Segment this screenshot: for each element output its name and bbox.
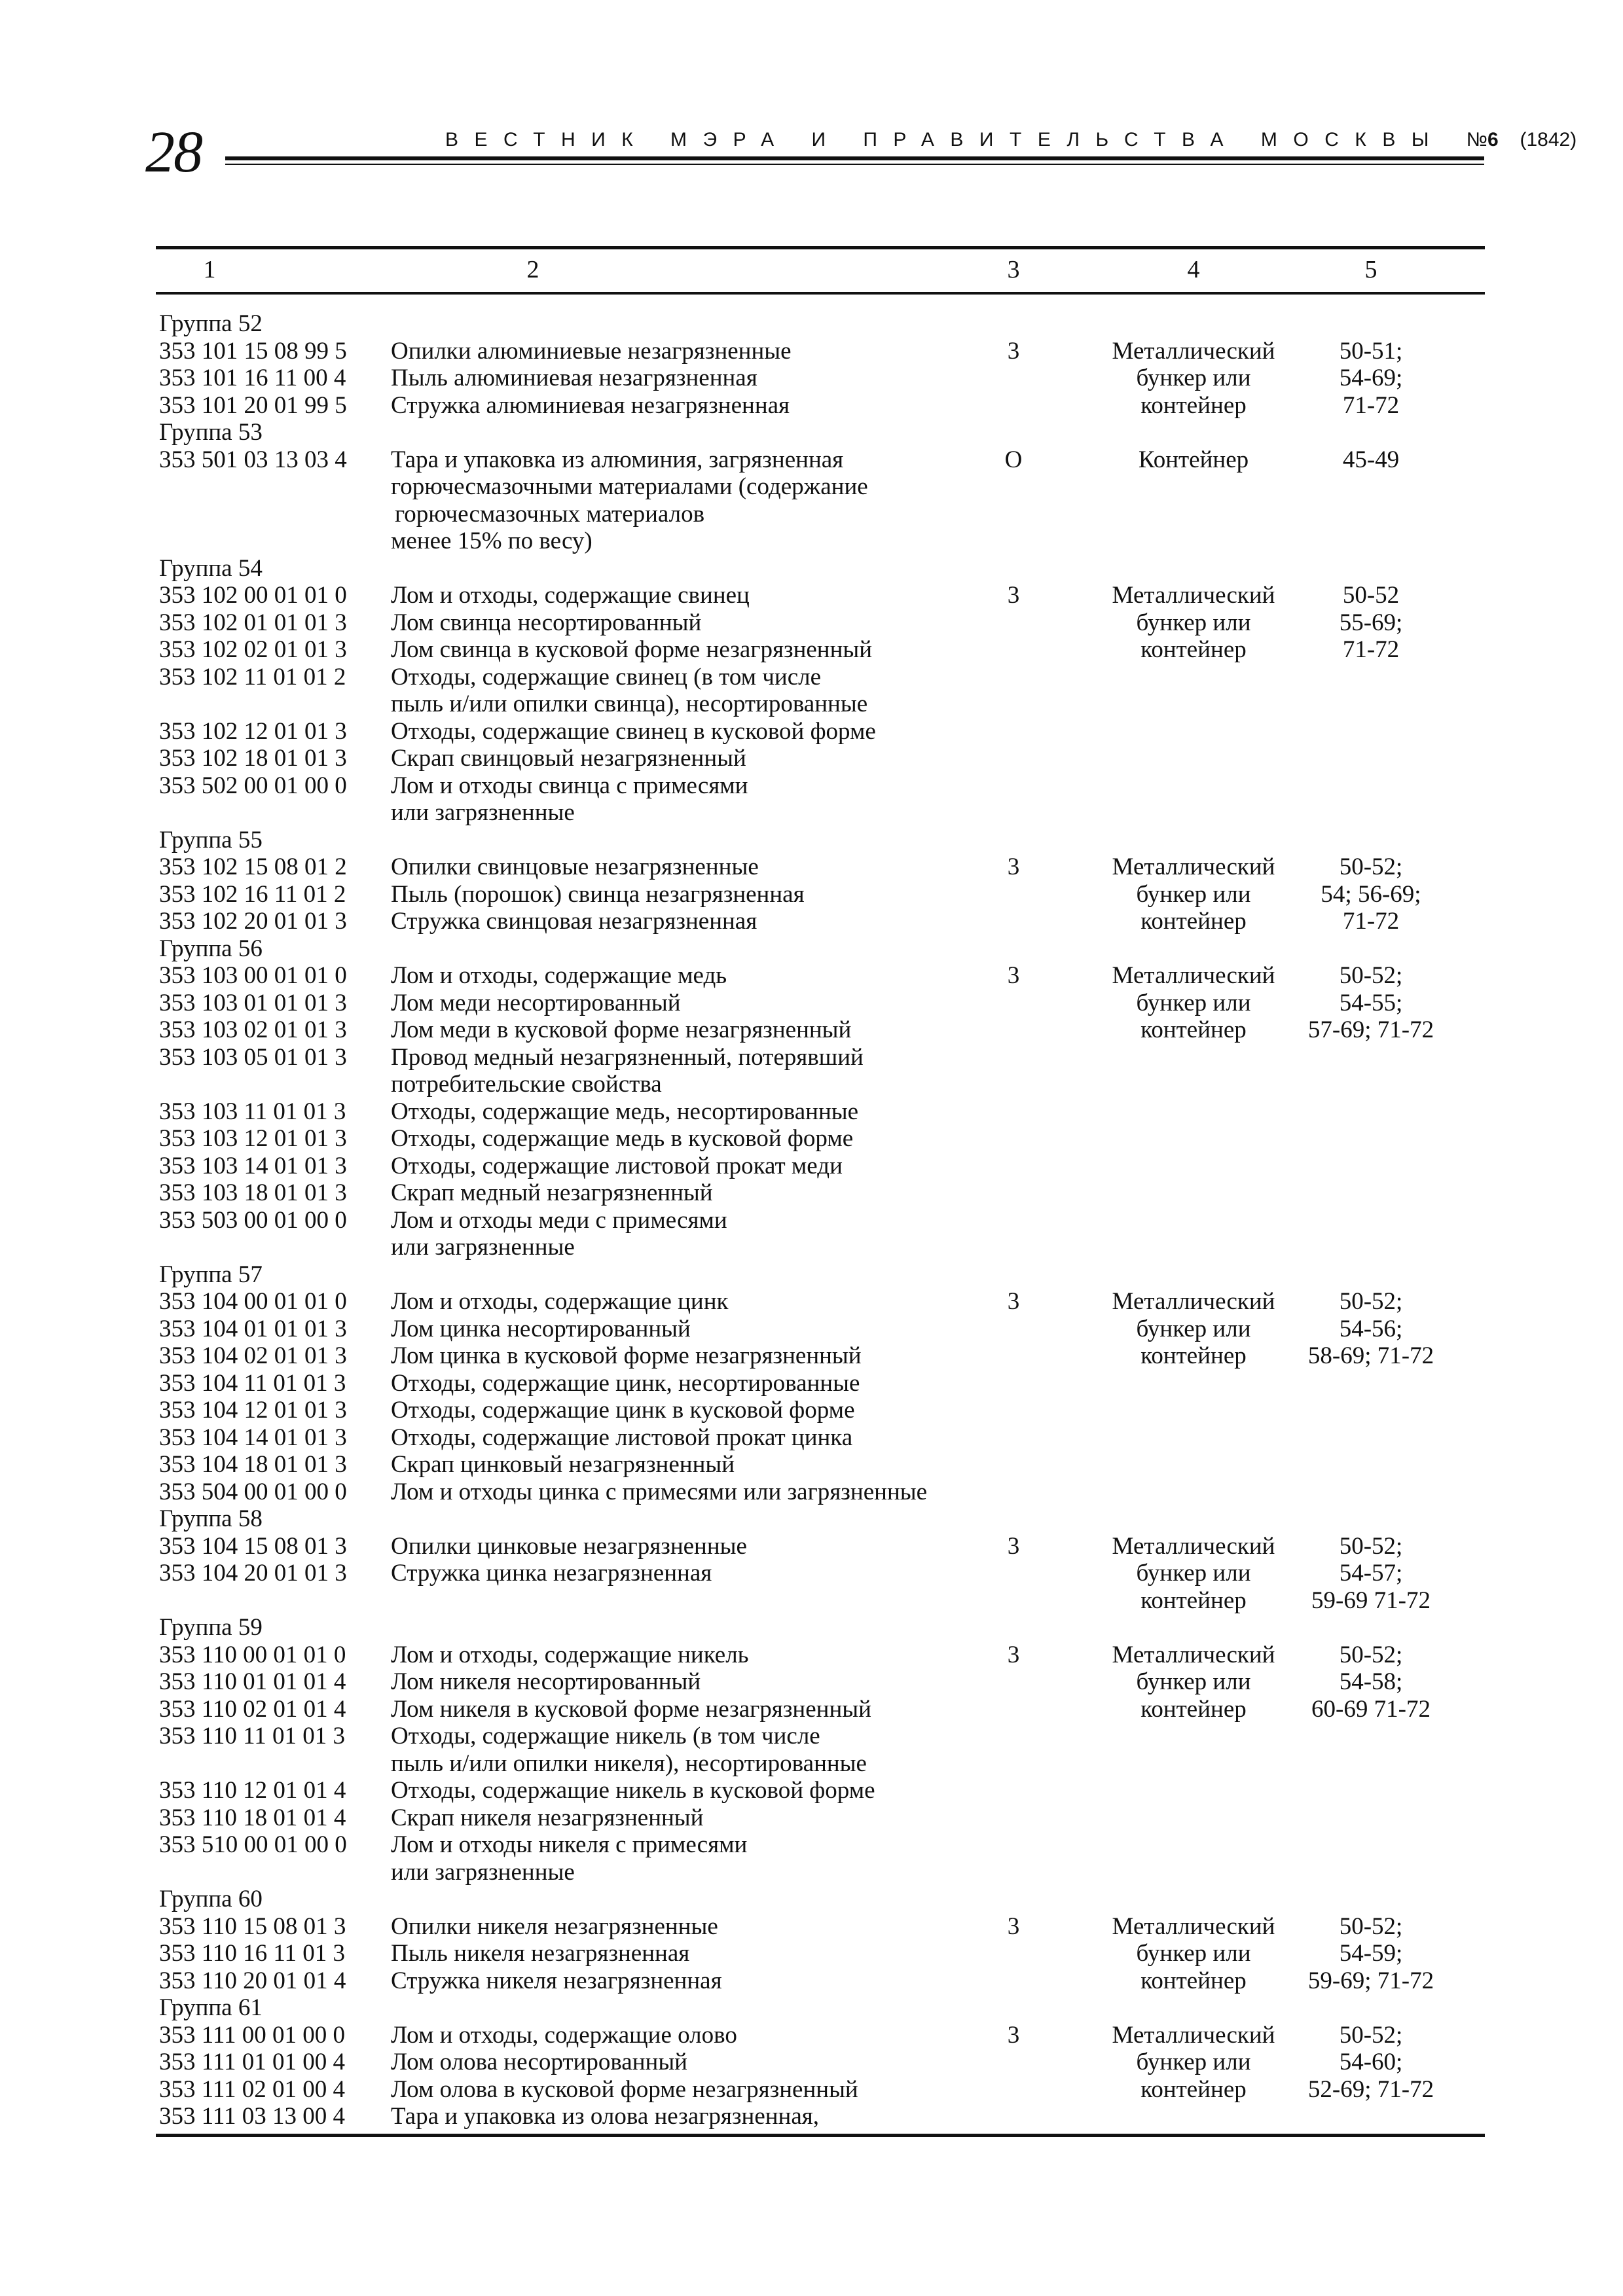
table-row <box>0 1125 1623 1153</box>
table-row <box>0 2022 1623 2049</box>
reference-cell: 57-69; 71-72 <box>1307 1016 1434 1043</box>
table-row <box>0 310 1623 338</box>
table-row <box>0 1424 1623 1452</box>
reference-cell: 59-69 71-72 <box>1311 1587 1431 1614</box>
description-cell: Опилки алюминиевые незагрязненные <box>391 337 792 365</box>
table-row <box>0 1831 1623 1859</box>
reference-cell: 71-72 <box>1342 391 1400 419</box>
table-row <box>0 2103 1623 2130</box>
code-cell: Группа 57 <box>159 1261 263 1288</box>
description-cell: Лом и отходы меди с примесями <box>391 1206 727 1234</box>
table-row <box>0 1479 1623 1506</box>
storage-cell: бункер или <box>1136 1315 1251 1342</box>
description-cell: Стружка свинцовая незагрязненная <box>391 908 757 935</box>
storage-cell: Металлический <box>1112 1288 1275 1315</box>
table-row <box>0 1451 1623 1479</box>
reference-cell: 50-51; <box>1339 337 1403 365</box>
table-row <box>0 1804 1623 1832</box>
table-row <box>0 1098 1623 1126</box>
storage-cell: Контейнер <box>1138 446 1249 473</box>
code-cell: 353 101 16 11 00 4 <box>159 365 346 391</box>
table-row <box>0 827 1623 854</box>
storage-cell: бункер или <box>1136 1668 1251 1695</box>
description-cell: Лом олова несортированный <box>391 2049 687 2075</box>
page-number: 28 <box>145 120 202 185</box>
code-cell: 353 104 14 01 01 3 <box>159 1424 347 1451</box>
table-row <box>0 1668 1623 1696</box>
storage-cell: контейнер <box>1140 1967 1247 1994</box>
table-row <box>0 1777 1623 1804</box>
description-cell: или загрязненные <box>391 1234 575 1261</box>
code-cell: Группа 54 <box>159 554 263 582</box>
code-cell: 353 102 00 01 01 0 <box>159 582 347 609</box>
reference-cell: 50-52; <box>1339 1532 1403 1560</box>
storage-cell: Металлический <box>1112 962 1275 989</box>
description-cell: Лом цинка несортированный <box>391 1315 691 1342</box>
storage-cell: контейнер <box>1140 1016 1247 1043</box>
description-cell: Лом олова в кусковой форме незагрязненный <box>391 2075 858 2103</box>
table-row <box>0 1859 1623 1886</box>
code-cell: 353 102 01 01 01 3 <box>159 609 347 636</box>
reference-cell: 50-52; <box>1339 1288 1403 1315</box>
table-row <box>0 392 1623 420</box>
table-row <box>0 1886 1623 1913</box>
code-cell: Группа 59 <box>159 1614 263 1641</box>
code-cell: 353 110 00 01 01 0 <box>159 1641 346 1668</box>
hazard-class-cell: 3 <box>1007 2021 1020 2049</box>
table-row <box>0 1261 1623 1289</box>
hazard-class-cell: 3 <box>1007 1912 1020 1940</box>
table-row <box>0 528 1623 555</box>
table-row <box>0 1234 1623 1261</box>
storage-cell: Металлический <box>1112 1532 1275 1560</box>
code-cell: Группа 61 <box>159 1994 263 2021</box>
description-cell: Лом цинка в кусковой форме незагрязненный <box>391 1342 862 1369</box>
description-cell: Отходы, содержащие никель в кусковой форме <box>391 1777 875 1804</box>
description-cell: Отходы, содержащие медь в кусковой форме <box>391 1125 854 1152</box>
code-cell: 353 103 12 01 01 3 <box>159 1125 347 1152</box>
code-cell: 353 503 00 01 00 0 <box>159 1206 347 1234</box>
storage-cell: контейнер <box>1140 1342 1247 1369</box>
code-cell: 353 111 03 13 00 4 <box>159 2103 346 2130</box>
description-cell: потребительские свойства <box>391 1071 662 1098</box>
issue-year: (1842) <box>1520 129 1577 151</box>
description-cell: Лом и отходы цинка с примесями или загрязненные <box>391 1478 928 1505</box>
description-cell: Лом свинца в кусковой форме незагрязненный <box>391 636 873 663</box>
reference-cell: 54-55; <box>1339 989 1403 1016</box>
storage-cell: контейнер <box>1140 636 1247 663</box>
hazard-class-cell: 3 <box>1007 1532 1020 1560</box>
hazard-class-cell: О <box>1004 446 1023 473</box>
storage-cell: контейнер <box>1140 2075 1247 2103</box>
table-row <box>0 1967 1623 1995</box>
code-cell: 353 102 02 01 01 3 <box>159 636 347 663</box>
description-cell: Скрап медный незагрязненный <box>391 1179 713 1206</box>
code-cell: Группа 52 <box>159 310 263 337</box>
reference-cell: 60-69 71-72 <box>1311 1695 1431 1723</box>
table-row <box>0 1397 1623 1424</box>
code-cell: 353 102 18 01 01 3 <box>159 745 347 772</box>
description-cell: Отходы, содержащие листовой прокат цинка <box>391 1424 853 1451</box>
description-cell: Пыль алюминиевая незагрязненная <box>391 365 757 391</box>
reference-cell: 50-52; <box>1339 1641 1403 1668</box>
description-cell: пыль и/или опилки свинца), несортированные <box>391 691 868 717</box>
table-row <box>0 609 1623 637</box>
description-cell: Лом и отходы свинца с примесями <box>391 772 748 799</box>
table-row <box>0 636 1623 664</box>
code-cell: 353 102 11 01 01 2 <box>159 663 346 691</box>
code-cell: Группа 55 <box>159 826 263 853</box>
storage-cell: бункер или <box>1136 989 1251 1016</box>
storage-cell: контейнер <box>1140 391 1247 419</box>
storage-cell: Металлический <box>1112 1641 1275 1668</box>
description-cell: Опилки никеля незагрязненные <box>391 1912 718 1940</box>
running-head <box>445 129 1577 151</box>
column-number-4: 4 <box>1187 256 1200 283</box>
description-cell: Лом и отходы, содержащие цинк <box>391 1288 729 1315</box>
code-cell: 353 104 01 01 01 3 <box>159 1315 347 1342</box>
table-row <box>0 935 1623 963</box>
table-row <box>0 338 1623 365</box>
hazard-class-cell: 3 <box>1007 853 1020 880</box>
table-row <box>0 446 1623 474</box>
table-row <box>0 1940 1623 1967</box>
table-row <box>0 582 1623 609</box>
description-cell: Лом меди несортированный <box>391 989 681 1016</box>
table-row <box>0 1207 1623 1234</box>
description-cell: или загрязненные <box>391 799 575 826</box>
code-cell: Группа 60 <box>159 1886 263 1912</box>
reference-cell: 50-52; <box>1339 962 1403 989</box>
code-cell: 353 101 15 08 99 5 <box>159 337 347 365</box>
description-cell: Отходы, содержащие свинец (в том числе <box>391 663 822 691</box>
description-cell: Опилки свинцовые незагрязненные <box>391 853 759 880</box>
hazard-class-cell: 3 <box>1007 1288 1020 1315</box>
table-row <box>0 501 1623 528</box>
description-cell: Лом никеля несортированный <box>391 1668 701 1695</box>
reference-cell: 45-49 <box>1342 446 1400 473</box>
description-cell: Стружка цинка незагрязненная <box>391 1560 712 1587</box>
table-row <box>0 1614 1623 1641</box>
storage-cell: контейнер <box>1140 1695 1247 1723</box>
header-rule-thin <box>225 164 1484 165</box>
code-cell: Группа 56 <box>159 935 263 962</box>
hazard-class-cell: 3 <box>1007 582 1020 609</box>
table-row <box>0 1750 1623 1778</box>
code-cell: 353 111 02 01 00 4 <box>159 2075 346 2103</box>
table-body <box>0 310 1623 2130</box>
description-cell: горючесмазочными материалами (содержание <box>391 473 868 500</box>
table-row <box>0 1288 1623 1316</box>
code-cell: 353 110 02 01 01 4 <box>159 1695 346 1723</box>
table-row <box>0 1342 1623 1370</box>
storage-cell: бункер или <box>1136 1560 1251 1587</box>
reference-cell: 54-58; <box>1339 1668 1403 1695</box>
code-cell: 353 103 11 01 01 3 <box>159 1098 346 1125</box>
column-number-5: 5 <box>1364 256 1377 283</box>
running-title: ВЕСТНИК МЭРА И ПРАВИТЕЛЬСТВА МОСКВЫ <box>445 129 1445 151</box>
code-cell: 353 104 20 01 01 3 <box>159 1560 347 1587</box>
description-cell: Лом и отходы, содержащие никель <box>391 1641 749 1668</box>
column-number-3: 3 <box>1007 256 1020 283</box>
storage-cell: бункер или <box>1136 365 1251 391</box>
code-cell: 353 102 20 01 01 3 <box>159 908 347 935</box>
code-cell: 353 501 03 13 03 4 <box>159 446 347 473</box>
code-cell: 353 103 18 01 01 3 <box>159 1179 347 1206</box>
hazard-class-cell: 3 <box>1007 962 1020 989</box>
table-row <box>0 1560 1623 1587</box>
table-row <box>0 2049 1623 2076</box>
table-row <box>0 1994 1623 2022</box>
reference-cell: 54-59; <box>1339 1940 1403 1967</box>
code-cell: 353 111 01 01 00 4 <box>159 2049 346 2075</box>
code-cell: 353 110 01 01 01 4 <box>159 1668 346 1695</box>
table-row <box>0 419 1623 446</box>
code-cell: 353 103 14 01 01 3 <box>159 1152 347 1179</box>
table-row <box>0 664 1623 691</box>
reference-cell: 58-69; 71-72 <box>1307 1342 1434 1369</box>
code-cell: 353 103 05 01 01 3 <box>159 1043 347 1071</box>
code-cell: 353 104 18 01 01 3 <box>159 1451 347 1478</box>
description-cell: Лом меди в кусковой форме незагрязненный <box>391 1016 852 1043</box>
description-cell: Тара и упаковка из олова незагрязненная, <box>391 2103 820 2130</box>
code-cell: 353 111 00 01 00 0 <box>159 2021 346 2049</box>
description-cell: Скрап свинцовый незагрязненный <box>391 745 746 772</box>
code-cell: 353 102 12 01 01 3 <box>159 717 347 745</box>
column-number-2: 2 <box>526 256 539 283</box>
storage-cell: Металлический <box>1112 2021 1275 2049</box>
storage-cell: бункер или <box>1136 2049 1251 2075</box>
table-row <box>0 745 1623 772</box>
reference-cell: 54-69; <box>1339 365 1403 391</box>
description-cell: пыль и/или опилки никеля), несортированные <box>391 1749 867 1777</box>
table-row <box>0 365 1623 392</box>
table-row <box>0 2076 1623 2104</box>
description-cell: Отходы, содержащие листовой прокат меди <box>391 1152 843 1179</box>
reference-cell: 54-60; <box>1339 2049 1403 2075</box>
description-cell: Отходы, содержащие цинк в кусковой форме <box>391 1397 855 1424</box>
code-cell: Группа 53 <box>159 419 263 446</box>
table-row <box>0 962 1623 990</box>
table-row <box>0 908 1623 935</box>
storage-cell: контейнер <box>1140 1587 1247 1614</box>
description-cell: Опилки цинковые незагрязненные <box>391 1532 747 1560</box>
table-row <box>0 1641 1623 1669</box>
storage-cell: Металлический <box>1112 853 1275 880</box>
reference-cell: 59-69; 71-72 <box>1307 1967 1434 1994</box>
reference-cell: 52-69; 71-72 <box>1307 2075 1434 2103</box>
table-top-rule <box>156 246 1485 249</box>
table-row <box>0 772 1623 800</box>
description-cell: Стружка алюминиевая незагрязненная <box>391 391 790 419</box>
reference-cell: 54; 56-69; <box>1321 880 1421 908</box>
table-row <box>0 853 1623 881</box>
issue-number: 6 <box>1487 129 1499 151</box>
table-row <box>0 1071 1623 1098</box>
description-cell: Стружка никеля незагрязненная <box>391 1967 722 1994</box>
description-cell: Пыль (порошок) свинца незагрязненная <box>391 880 805 908</box>
table-row <box>0 1505 1623 1533</box>
table-row <box>0 1533 1623 1560</box>
code-cell: 353 110 20 01 01 4 <box>159 1967 346 1994</box>
code-cell: 353 103 01 01 01 3 <box>159 989 347 1016</box>
table-header-rule <box>156 292 1485 295</box>
description-cell: Провод медный незагрязненный, потерявший <box>391 1043 864 1071</box>
description-cell: Лом свинца несортированный <box>391 609 702 636</box>
table-row <box>0 1044 1623 1071</box>
description-cell: Скрап никеля незагрязненный <box>391 1804 704 1831</box>
storage-cell: бункер или <box>1136 1940 1251 1967</box>
reference-cell: 50-52; <box>1339 2021 1403 2049</box>
code-cell: 353 104 00 01 01 0 <box>159 1288 347 1315</box>
storage-cell: Металлический <box>1112 337 1275 365</box>
table-row <box>0 1316 1623 1343</box>
reference-cell: 54-57; <box>1339 1560 1403 1587</box>
table-row <box>0 1179 1623 1207</box>
code-cell: 353 104 11 01 01 3 <box>159 1369 346 1397</box>
code-cell: 353 110 16 11 01 3 <box>159 1940 346 1967</box>
table-row <box>0 1016 1623 1044</box>
code-cell: 353 104 15 08 01 3 <box>159 1532 347 1560</box>
description-cell: Отходы, содержащие свинец в кусковой форме <box>391 717 876 745</box>
table-bottom-rule <box>156 2134 1485 2137</box>
storage-cell: бункер или <box>1136 880 1251 908</box>
table-row <box>0 473 1623 501</box>
description-cell: Отходы, содержащие никель (в том числе <box>391 1723 820 1749</box>
description-cell: менее 15% по весу) <box>391 528 593 554</box>
description-cell: Лом никеля в кусковой форме незагрязненный <box>391 1695 871 1723</box>
code-cell: 353 110 11 01 01 3 <box>159 1723 346 1749</box>
code-cell: Группа 58 <box>159 1505 263 1532</box>
reference-cell: 50-52; <box>1339 1912 1403 1940</box>
header-rule <box>225 156 1484 160</box>
description-cell: Отходы, содержащие медь, несортированные <box>391 1098 859 1125</box>
code-cell: 353 103 00 01 01 0 <box>159 962 347 989</box>
code-cell: 353 510 00 01 00 0 <box>159 1831 347 1858</box>
code-cell: 353 502 00 01 00 0 <box>159 772 347 799</box>
code-cell: 353 101 20 01 99 5 <box>159 391 347 419</box>
table-row <box>0 1696 1623 1723</box>
code-cell: 353 110 15 08 01 3 <box>159 1912 346 1940</box>
description-cell: Лом и отходы, содержащие медь <box>391 962 727 989</box>
description-cell: или загрязненные <box>391 1858 575 1886</box>
table-row <box>0 1723 1623 1750</box>
code-cell: 353 504 00 01 00 0 <box>159 1478 347 1505</box>
description-cell: Тара и упаковка из алюминия, загрязненная <box>391 446 844 473</box>
description-cell: Пыль никеля незагрязненная <box>391 1940 690 1967</box>
code-cell: 353 110 12 01 01 4 <box>159 1777 346 1804</box>
table-row <box>0 1153 1623 1180</box>
storage-cell: контейнер <box>1140 908 1247 935</box>
code-cell: 353 102 16 11 01 2 <box>159 880 346 908</box>
description-cell: Лом и отходы, содержащие свинец <box>391 582 750 609</box>
code-cell: 353 102 15 08 01 2 <box>159 853 347 880</box>
table-row <box>0 1913 1623 1941</box>
description-cell: горючесмазочных материалов <box>395 500 705 528</box>
reference-cell: 55-69; <box>1339 609 1403 636</box>
table-row <box>0 691 1623 718</box>
table-row <box>0 1370 1623 1397</box>
description-cell: Отходы, содержащие цинк, несортированные <box>391 1369 860 1397</box>
description-cell: Лом и отходы никеля с примесями <box>391 1831 748 1858</box>
table-row <box>0 1587 1623 1615</box>
table-row <box>0 990 1623 1017</box>
reference-cell: 50-52; <box>1339 853 1403 880</box>
reference-cell: 71-72 <box>1342 908 1400 935</box>
reference-cell: 71-72 <box>1342 636 1400 663</box>
description-cell: Скрап цинковый незагрязненный <box>391 1451 735 1478</box>
storage-cell: бункер или <box>1136 609 1251 636</box>
table-row <box>0 718 1623 745</box>
code-cell: 353 103 02 01 01 3 <box>159 1016 347 1043</box>
hazard-class-cell: 3 <box>1007 337 1020 365</box>
table-row <box>0 555 1623 583</box>
reference-cell: 50-52 <box>1342 582 1400 609</box>
description-cell: Лом и отходы, содержащие олово <box>391 2021 737 2049</box>
storage-cell: Металлический <box>1112 1912 1275 1940</box>
issue-prefix: № <box>1466 129 1487 151</box>
code-cell: 353 104 12 01 01 3 <box>159 1397 347 1424</box>
reference-cell: 54-56; <box>1339 1315 1403 1342</box>
code-cell: 353 104 02 01 01 3 <box>159 1342 347 1369</box>
column-number-1: 1 <box>203 256 216 283</box>
hazard-class-cell: 3 <box>1007 1641 1020 1668</box>
table-row <box>0 881 1623 908</box>
table-row <box>0 799 1623 827</box>
storage-cell: Металлический <box>1112 582 1275 609</box>
code-cell: 353 110 18 01 01 4 <box>159 1804 346 1831</box>
